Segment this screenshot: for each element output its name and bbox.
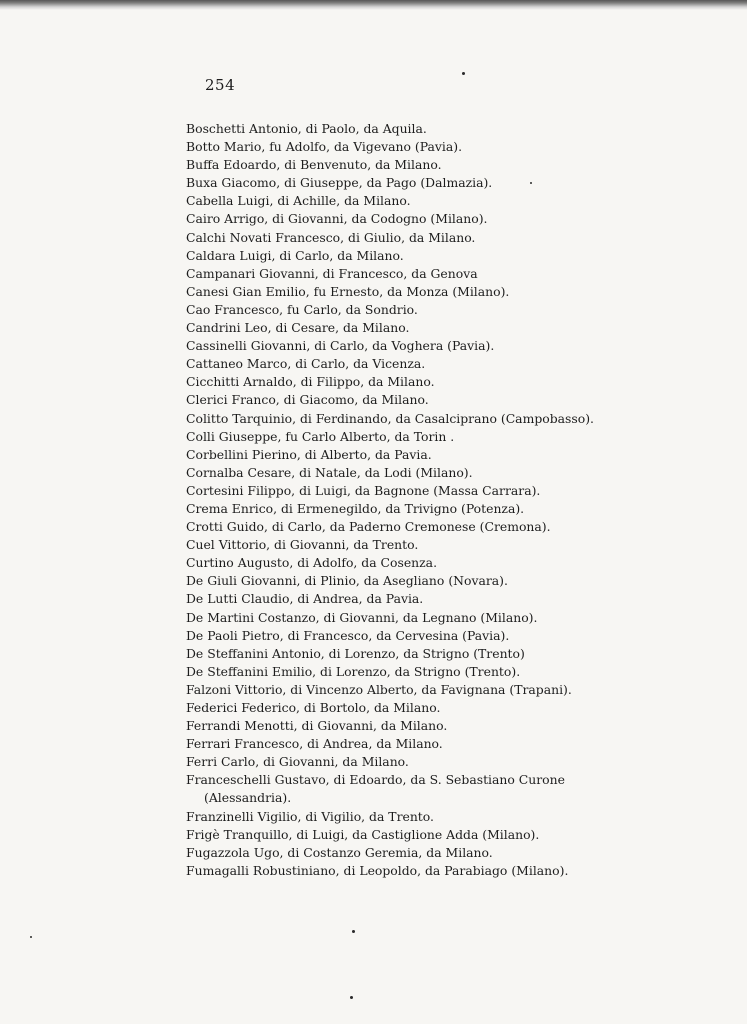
- list-item: Cassinelli Giovanni, di Carlo, da Voghera (Pavia).: [186, 338, 495, 354]
- list-item: Colitto Tarquinio, di Ferdinando, da Casalciprano (Campobasso).: [186, 410, 594, 426]
- list-item: Ferri Carlo, di Giovanni, da Milano.: [186, 754, 409, 770]
- list-item: Buffa Edoardo, di Benvenuto, da Milano.: [186, 157, 442, 173]
- list-item: Cortesini Filippo, di Luigi, da Bagnone (Massa Carrara).: [186, 482, 541, 498]
- list-item: Buxa Giacomo, di Giuseppe, da Pago (Dalmazia).: [186, 175, 493, 191]
- list-item: Boschetti Antonio, di Paolo, da Aquila.: [186, 121, 427, 136]
- list-item: Corbellini Pierino, di Alberto, da Pavia.: [186, 446, 432, 462]
- scan-speck: [350, 996, 353, 999]
- name-list: [186, 120, 606, 880]
- list-item: Candrini Leo, di Cesare, da Milano.: [186, 320, 410, 336]
- list-item: Fugazzola Ugo, di Costanzo Geremia, da Milano.: [186, 844, 493, 860]
- page-number: 254: [205, 76, 236, 94]
- list-item: De Giuli Giovanni, di Plinio, da Asegliano (Novara).: [186, 573, 508, 589]
- list-item: Federici Federico, di Bortolo, da Milano.: [186, 700, 441, 715]
- list-item: Cao Francesco, fu Carlo, da Sondrio.: [186, 301, 418, 317]
- list-item: Falzoni Vittorio, di Vincenzo Alberto, da Favignana (Trapani).: [186, 681, 572, 697]
- list-item: De Lutti Claudio, di Andrea, da Pavia.: [186, 591, 424, 607]
- list-item: Crema Enrico, di Ermenegildo, da Trivigno (Potenza).: [186, 500, 525, 516]
- scan-speck: [462, 72, 465, 75]
- list-item: Canesi Gian Emilio, fu Ernesto, da Monza (Milano).: [186, 283, 510, 299]
- list-item: Cattaneo Marco, di Carlo, da Vicenza.: [186, 356, 426, 372]
- list-item: Cairo Arrigo, di Giovanni, da Codogno (Milano).: [186, 211, 488, 227]
- list-item: Fumagalli Robustiniano, di Leopoldo, da Parabiago (Milano).: [186, 862, 569, 878]
- list-item: Colli Giuseppe, fu Carlo Alberto, da Torin .: [186, 428, 455, 444]
- list-item: Campanari Giovanni, di Francesco, da Genova: [186, 265, 478, 281]
- list-item: De Paoli Pietro, di Francesco, da Cervesina (Pavia).: [186, 627, 510, 643]
- list-item: Frigè Tranquillo, di Luigi, da Castiglione Adda (Milano).: [186, 826, 540, 842]
- list-item: Calchi Novati Francesco, di Giulio, da Milano.: [186, 229, 476, 245]
- list-item: Curtino Augusto, di Adolfo, da Cosenza.: [186, 555, 438, 571]
- list-item: Botto Mario, fu Adolfo, da Vigevano (Pavia).: [186, 139, 463, 155]
- list-item: De Steffanini Emilio, di Lorenzo, da Strigno (Trento).: [186, 663, 521, 679]
- list-item: De Steffanini Antonio, di Lorenzo, da Strigno (Trento): [186, 645, 525, 661]
- list-item: Cornalba Cesare, di Natale, da Lodi (Milano).: [186, 464, 473, 480]
- scan-speck: [530, 182, 532, 184]
- scan-top-edge: [0, 0, 747, 10]
- list-item: Franzinelli Vigilio, di Vigilio, da Trento.: [186, 808, 434, 824]
- list-item: Cabella Luigi, di Achille, da Milano.: [186, 193, 411, 209]
- list-item: De Martini Costanzo, di Giovanni, da Legnano (Milano).: [186, 609, 538, 625]
- list-item: Ferrandi Menotti, di Giovanni, da Milano.: [186, 718, 448, 734]
- list-item: Cuel Vittorio, di Giovanni, da Trento.: [186, 537, 419, 553]
- list-item: Ferrari Francesco, di Andrea, da Milano.: [186, 736, 443, 752]
- list-item: Crotti Guido, di Carlo, da Paderno Cremonese (Cremona).: [186, 519, 551, 535]
- list-item: Franceschelli Gustavo, di Edoardo, da S. Sebastiano Curone (Alessandria).: [186, 772, 565, 806]
- list-item: Caldara Luigi, di Carlo, da Milano.: [186, 247, 404, 263]
- scan-speck: [352, 930, 355, 933]
- list-item: Clerici Franco, di Giacomo, da Milano.: [186, 392, 429, 408]
- list-item: Cicchitti Arnaldo, di Filippo, da Milano.: [186, 374, 435, 390]
- scan-speck: [30, 936, 32, 938]
